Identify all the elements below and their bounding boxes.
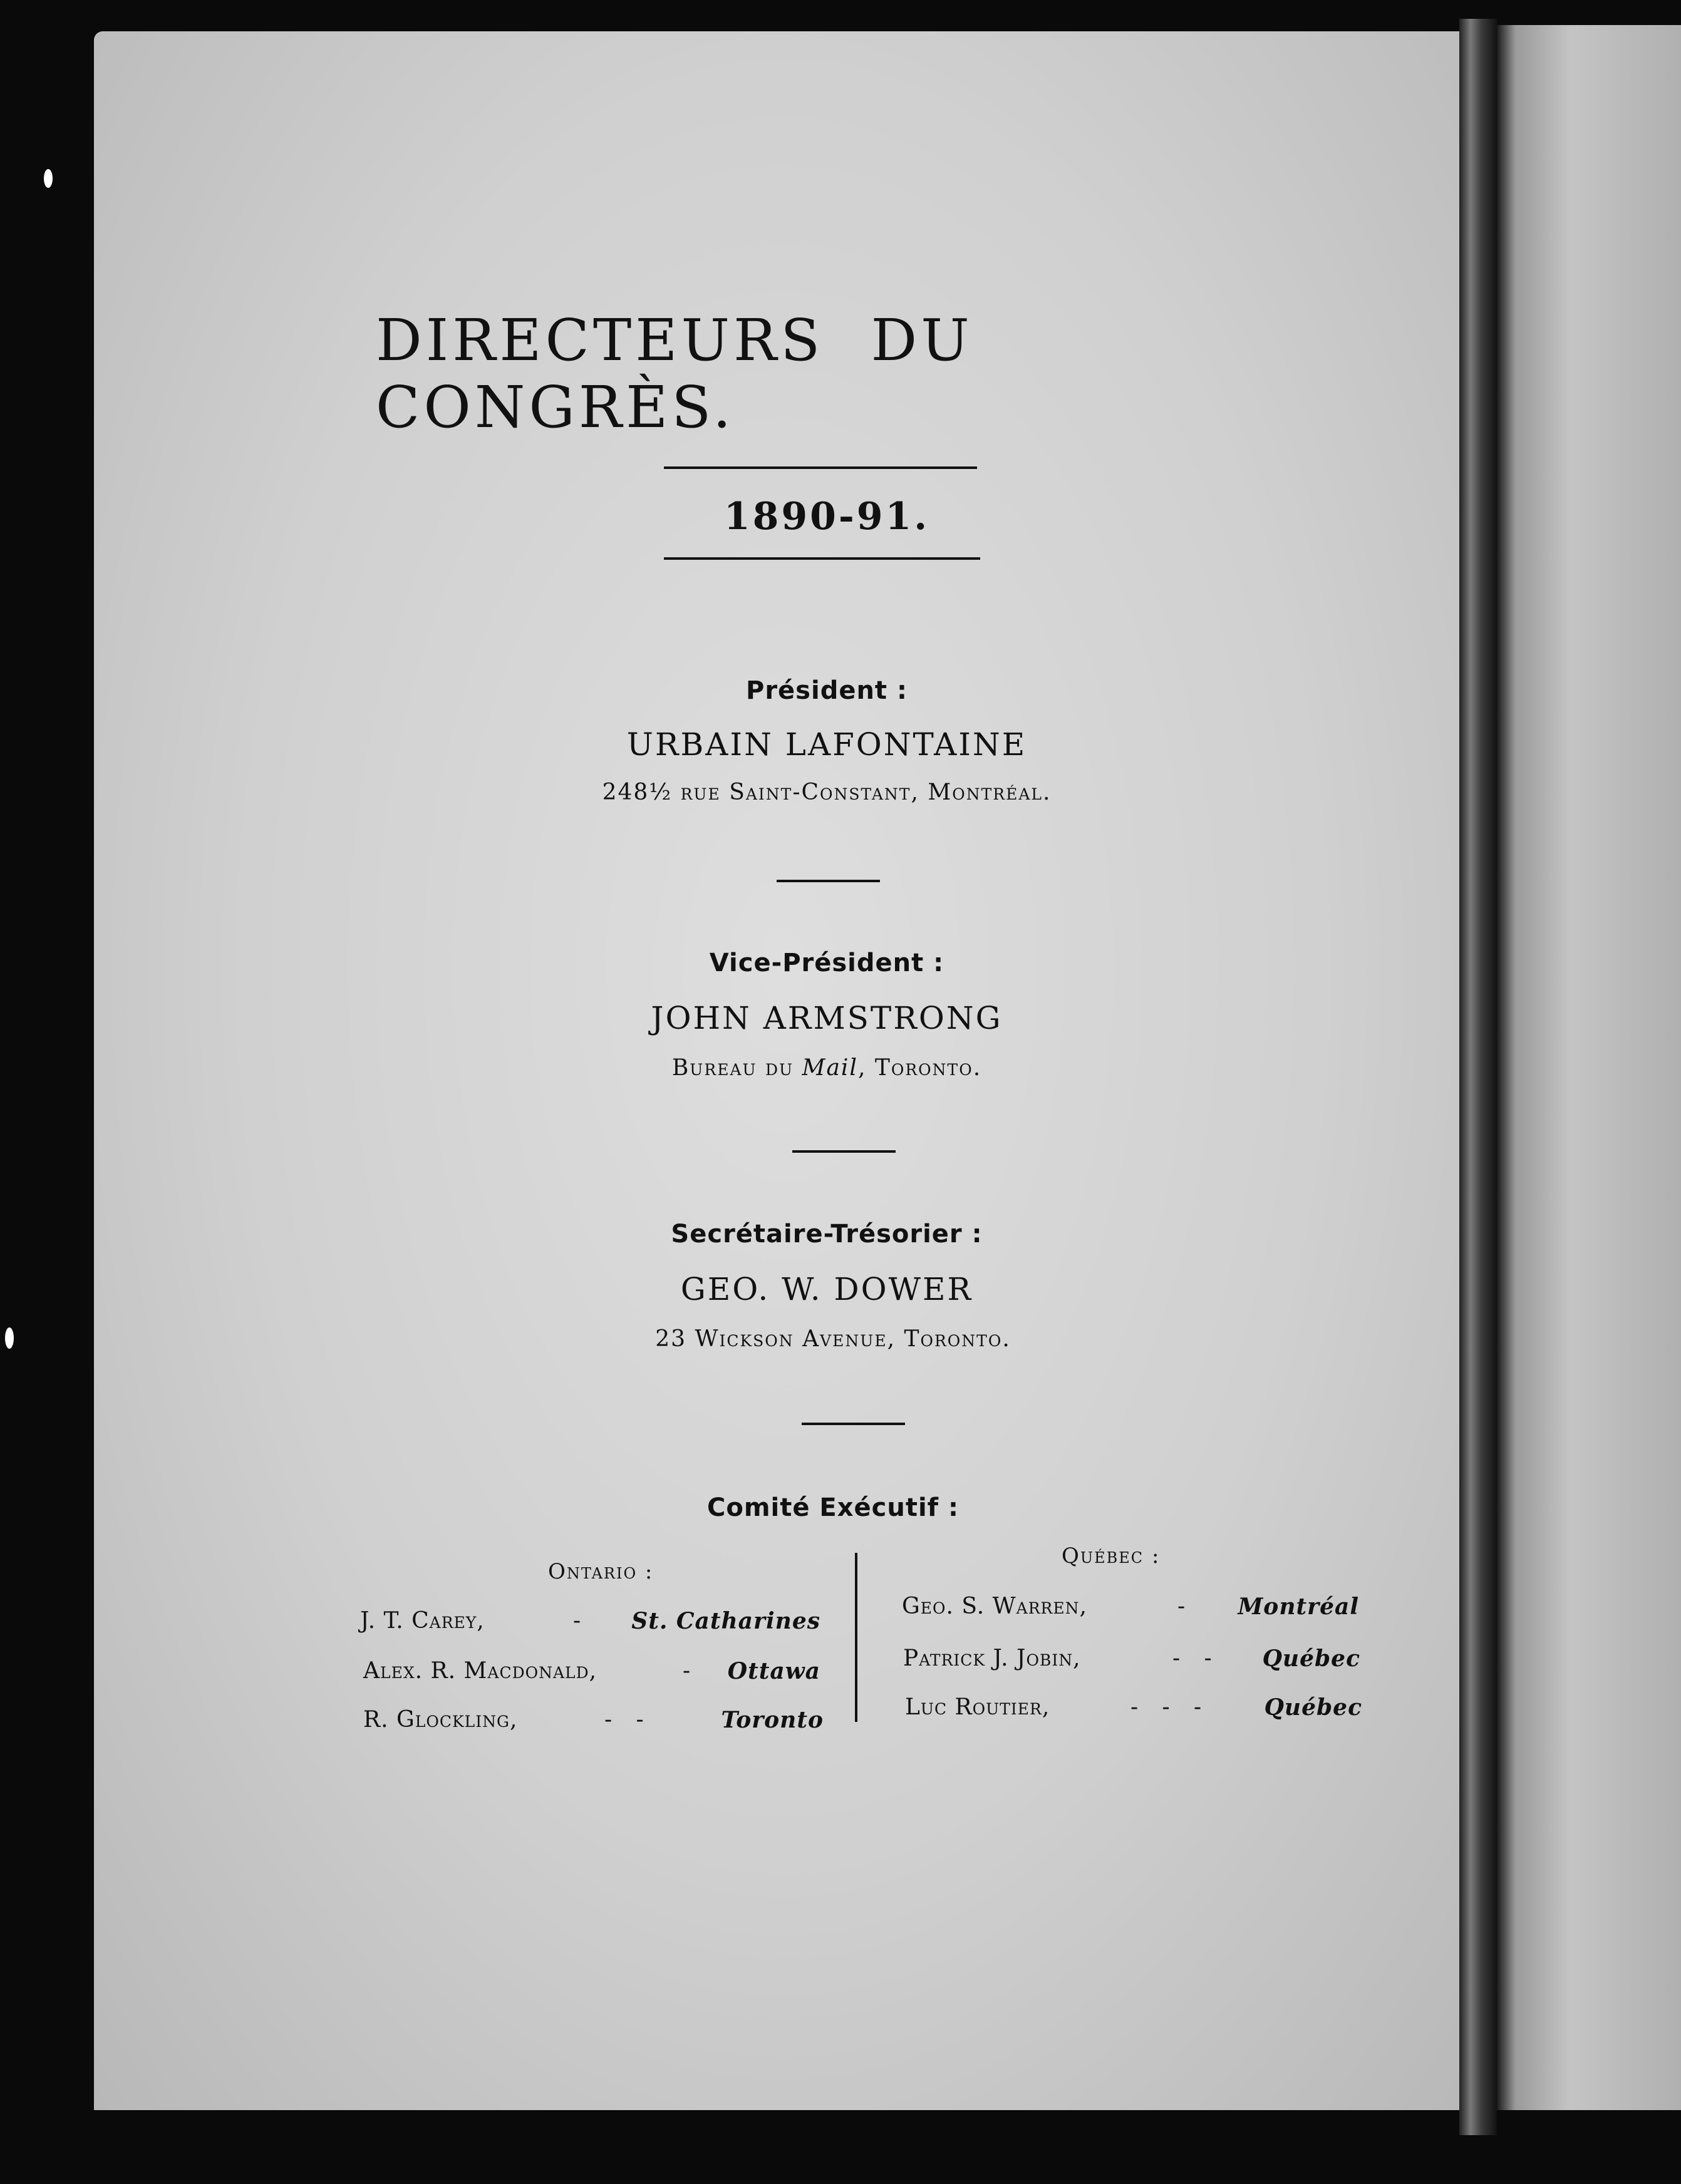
dust-speck [44, 169, 53, 188]
secretary-treasurer-address: 23 Wickson Avenue, Toronto. [655, 1326, 1011, 1352]
vice-president-address [614, 1055, 1040, 1081]
member-dash: - - [1172, 1646, 1213, 1671]
member-name: Geo. S. Warren, [902, 1594, 1087, 1619]
vice-president-label: Vice-Président : [709, 949, 944, 977]
member-city: Montréal [1238, 1594, 1359, 1620]
president-name: URBAIN LAFONTAINE [626, 726, 1027, 763]
divider-3 [802, 1423, 905, 1425]
president-label: Président : [746, 676, 908, 705]
member-city: Québec [1262, 1646, 1360, 1672]
quebec-heading: Québec : [1062, 1543, 1161, 1568]
vice-president-name: JOHN ARMSTRONG [651, 1000, 1003, 1036]
member-name: Luc Routier, [905, 1694, 1050, 1720]
dust-speck [5, 1327, 14, 1349]
member-city: Québec [1264, 1694, 1362, 1721]
address-prefix: Bureau du [671, 1055, 802, 1081]
page-binding-edge [1459, 19, 1497, 2135]
rule-bottom [664, 557, 980, 560]
adjacent-page [1497, 25, 1681, 2110]
member-name: R. Glockling, [363, 1707, 518, 1733]
member-dash: - [1177, 1594, 1186, 1619]
member-city: St. Catharines [631, 1608, 820, 1634]
member-city: Ottawa [727, 1658, 820, 1684]
rule-top [664, 466, 977, 469]
newspaper-name: Mail [802, 1055, 858, 1081]
member-dash: - - - [1130, 1694, 1203, 1720]
secretary-treasurer-label: Secrétaire-Trésorier : [671, 1220, 983, 1249]
divider-1 [777, 880, 880, 882]
member-name: Alex. R. Macdonald, [363, 1658, 597, 1684]
member-dash: - [573, 1608, 582, 1634]
page-title: DIRECTEURS DU CONGRÈS. [376, 307, 973, 441]
divider-2 [792, 1150, 896, 1153]
ontario-heading: Ontario : [548, 1559, 654, 1584]
member-name: Patrick J. Jobin, [903, 1646, 1081, 1671]
member-city: Toronto [721, 1707, 824, 1733]
column-divider [855, 1553, 857, 1722]
member-name: J. T. Carey, [360, 1608, 485, 1634]
year-heading: 1890-91. [723, 495, 930, 538]
executive-committee-label: Comité Exécutif : [707, 1493, 959, 1522]
member-dash: - - [604, 1707, 644, 1733]
member-dash: - [683, 1658, 691, 1684]
secretary-treasurer-name: GEO. W. DOWER [680, 1271, 973, 1307]
president-address: 248½ rue Saint-Constant, Montréal. [602, 780, 1052, 805]
address-suffix: , Toronto. [857, 1055, 982, 1081]
